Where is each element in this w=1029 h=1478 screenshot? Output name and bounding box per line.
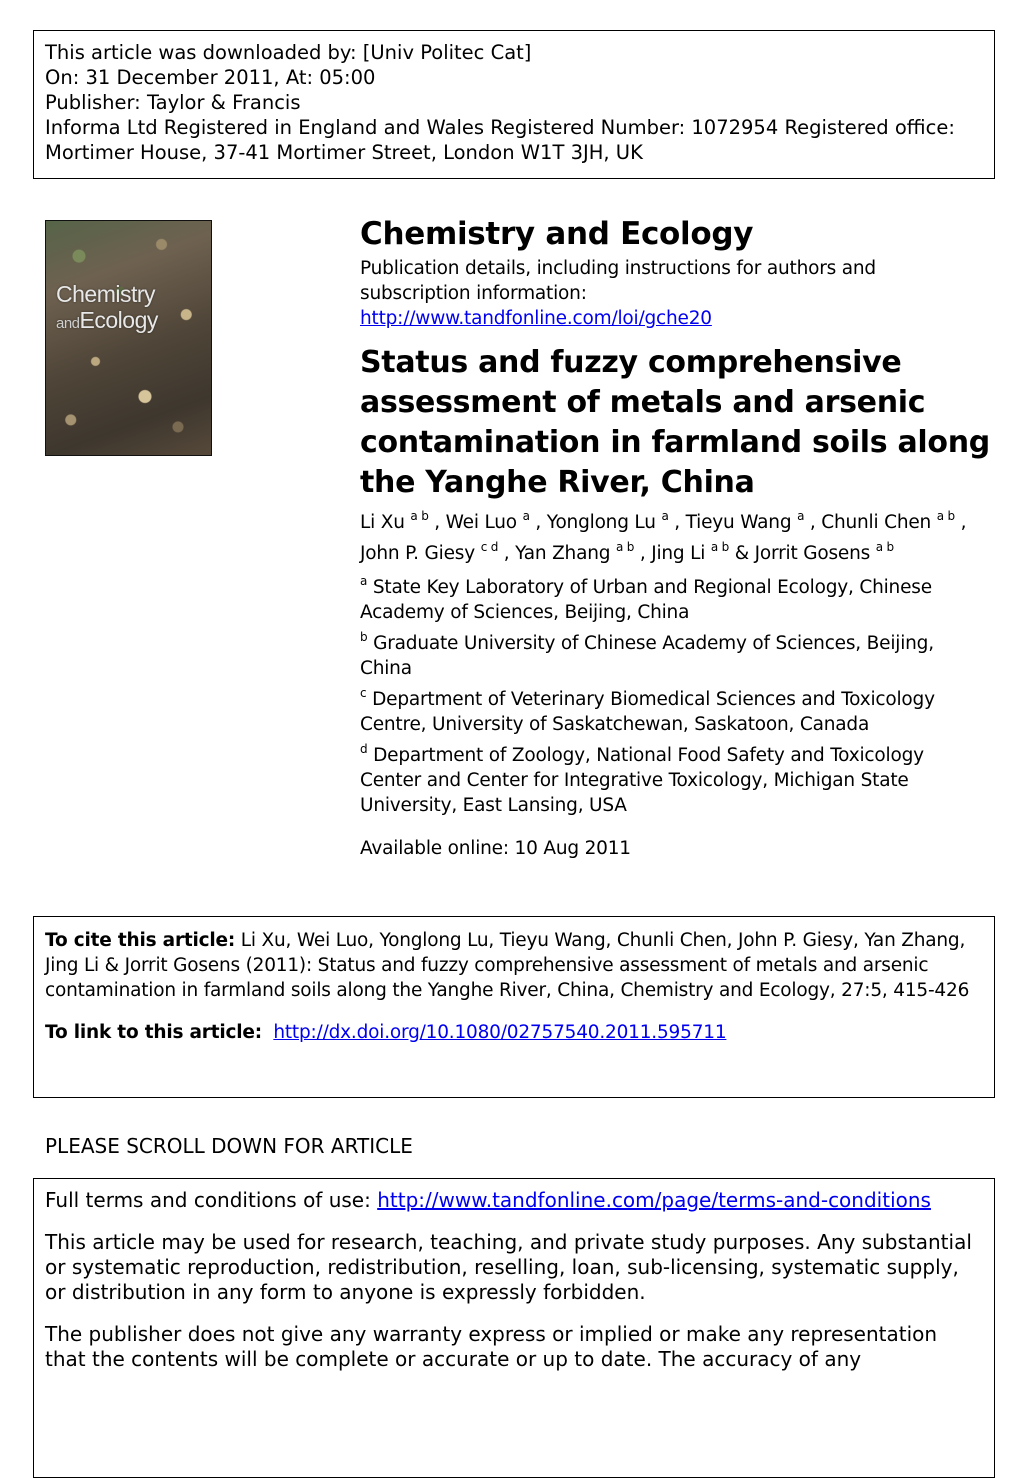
affiliation-mark: b	[360, 630, 368, 644]
cover-title	[56, 281, 158, 337]
author-name: John P. Giesy	[360, 543, 475, 564]
scroll-down-note: PLEASE SCROLL DOWN FOR ARTICLE	[45, 1134, 413, 1158]
link-label: To link to this article:	[45, 1022, 262, 1043]
cover-title-line1: Chemistry	[56, 281, 156, 307]
journal-link[interactable]: http://www.tandfonline.com/loi/gche20	[360, 308, 712, 329]
article-link-row	[45, 1020, 983, 1045]
publication-details	[360, 256, 990, 331]
citation	[45, 928, 983, 1003]
author-affiliation-mark: a	[522, 509, 530, 523]
author-name: Chunli Chen	[821, 512, 932, 533]
author-affiliation-mark: a b	[710, 540, 730, 554]
terms-paragraph: The publisher does not give any warranty express or implied or make any representation that the contents will be complete or accurate or up to date. The accuracy of any	[45, 1322, 938, 1371]
cite-label: To cite this article:	[45, 930, 236, 951]
affiliation-text: Department of Veterinary Biomedical Sciences and Toxicology Centre, University of Saskatchewan, Saskatoon, Canada	[360, 689, 935, 735]
author-affiliation-mark: a b	[615, 540, 635, 554]
affiliation	[360, 631, 990, 681]
doi-link[interactable]: http://dx.doi.org/10.1080/02757540.2011.595711	[273, 1022, 727, 1043]
terms-link[interactable]: http://www.tandfonline.com/page/terms-and-conditions	[377, 1188, 931, 1212]
author-list: Li Xu $^{a b}$ , Wei Luo $^a$ , Yonglong Lu $^a$ , Tieyu Wang $^a$ , Chunli Chen $^{a b}$ , John P. Giesy $^{c d}$ , Yan Zhang $^{a b}$ , Jing Li $^{a b}$ & Jorrit Gosens $^{a b}$	[360, 509, 967, 564]
download-notice-box	[33, 30, 995, 179]
author-name: Li Xu	[360, 512, 405, 533]
author-affiliation-mark: a	[797, 509, 805, 523]
cite-text: Li Xu, Wei Luo, Yonglong Lu, Tieyu Wang, Chunli Chen, John P. Giesy, Yan Zhang, Jing Li & Jorrit Gosens (2011): Status and fuzzy comprehensive assessment of metals and arsenic contamination in farmland soils along the Yanghe River, China, Chemistry and Ecology, 27:5, 415-426	[45, 930, 970, 1001]
download-line: Informa Ltd Registered in England and Wales Registered Number: 1072954 Registered office: Mortimer House, 37-41 Mortimer Street, London W1T 3JH, UK	[45, 116, 955, 164]
terms-label: Full terms and conditions of use:	[45, 1188, 371, 1212]
publication-details-text: Publication details, including instructions for authors and subscription information:	[360, 258, 876, 304]
affiliation-mark: a	[360, 574, 368, 588]
author-name: Yan Zhang	[515, 543, 611, 564]
journal-title: Chemistry and Ecology	[360, 216, 754, 252]
terms-line	[45, 1188, 983, 1213]
terms-paragraph: This article may be used for research, teaching, and private study purposes. Any substantial or systematic reproduction, redistribution, reselling, loan, sub-licensing, systematic supply, or distribution in any form to anyone is expressly forbidden.	[45, 1230, 972, 1304]
article-header	[360, 214, 990, 861]
affiliation-text: Graduate University of Chinese Academy of Sciences, Beijing, China	[360, 633, 934, 679]
terms-box	[33, 1178, 995, 1478]
author-affiliation-mark: a b	[875, 540, 894, 554]
download-line: On: 31 December 2011, At: 05:00	[45, 66, 376, 89]
affiliation-mark: d	[360, 742, 368, 756]
affiliation	[360, 743, 990, 818]
article-title: Status and fuzzy comprehensive assessment of metals and arsenic contamination in farmland soils along the Yanghe River, China	[360, 345, 990, 500]
available-online-date: Available online: 10 Aug 2011	[360, 838, 631, 859]
author-affiliation-mark: a b	[410, 509, 429, 523]
cover-title-line2: Ecology	[79, 307, 158, 333]
author-name: Wei Luo	[445, 512, 517, 533]
author-affiliation-mark: a	[661, 509, 669, 523]
author-affiliation-mark: a b	[936, 509, 955, 523]
affiliation	[360, 575, 990, 625]
cover-title-and: and	[56, 315, 80, 332]
journal-cover-image	[45, 220, 212, 456]
author-name: Jorrit Gosens	[754, 543, 871, 564]
citation-box	[33, 916, 995, 1098]
affiliation	[360, 687, 990, 737]
author-name: Yonglong Lu	[546, 512, 656, 533]
download-line: This article was downloaded by: [Univ Politec Cat]	[45, 41, 532, 64]
download-line: Publisher: Taylor & Francis	[45, 91, 301, 114]
affiliation-mark: c	[360, 686, 367, 700]
author-name: Tieyu Wang	[685, 512, 792, 533]
affiliation-text: State Key Laboratory of Urban and Regional Ecology, Chinese Academy of Sciences, Beijing, China	[360, 577, 932, 623]
author-affiliation-mark: c d	[480, 540, 499, 554]
affiliation-text: Department of Zoology, National Food Safety and Toxicology Center and Center for Integrative Toxicology, Michigan State University, East Lansing, USA	[360, 745, 924, 816]
author-name: Jing Li	[651, 543, 706, 564]
